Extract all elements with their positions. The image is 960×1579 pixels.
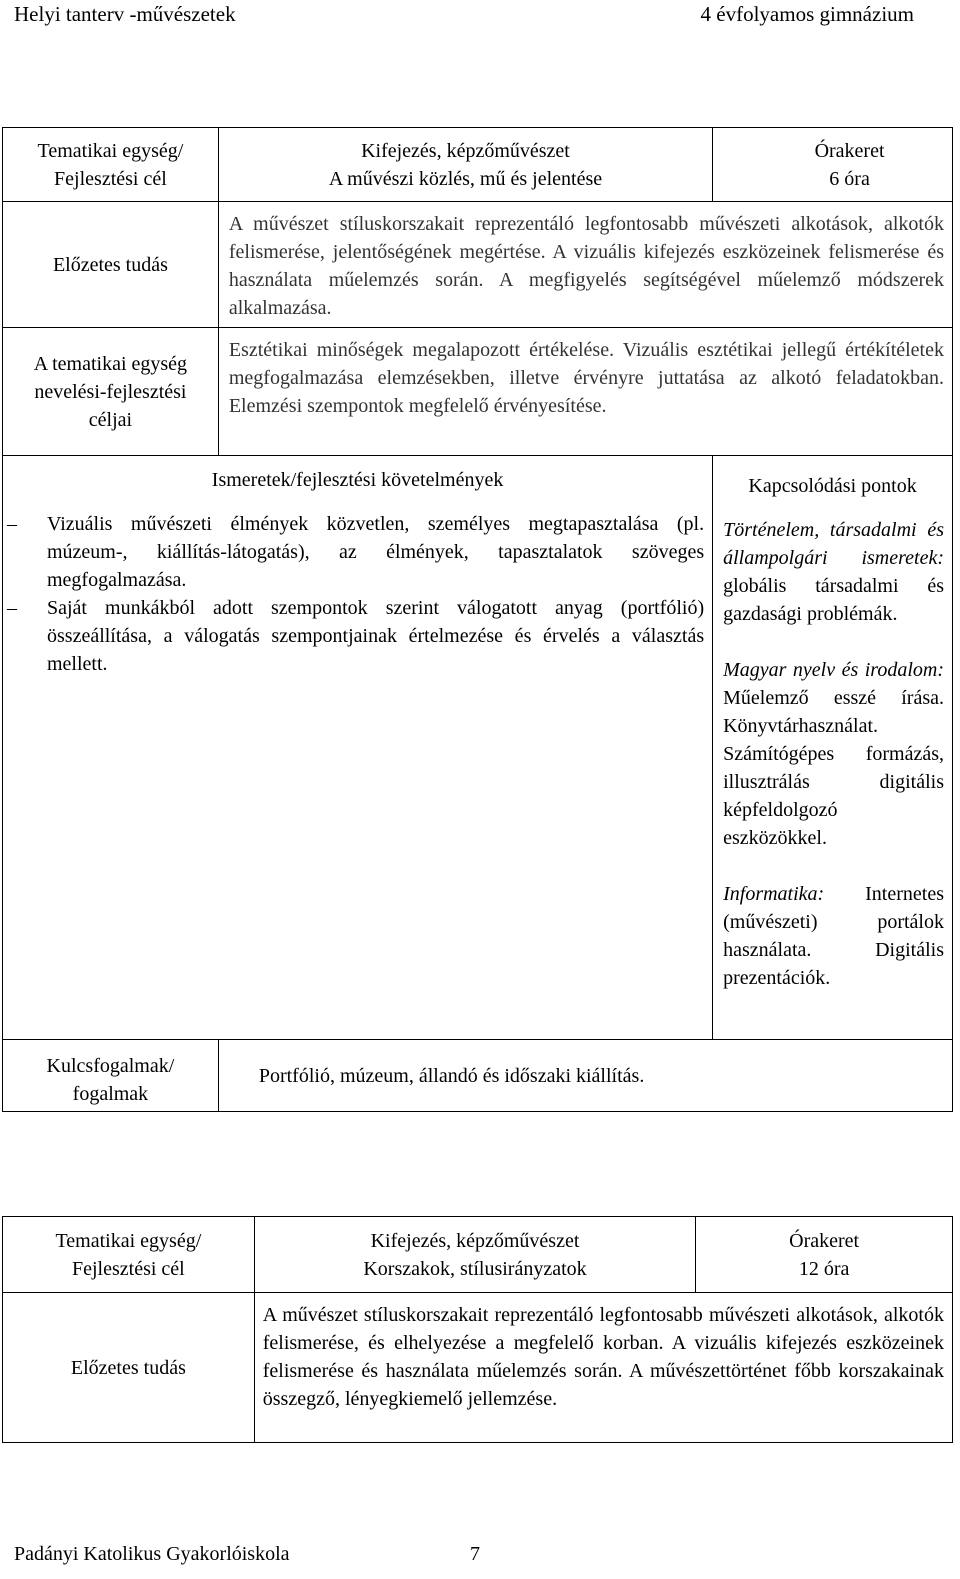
unit-title-cell bbox=[254, 1217, 696, 1293]
goals-label-cell bbox=[3, 328, 219, 456]
goals-label-line2: nevelési-fejlesztési bbox=[34, 380, 187, 403]
footer-school: Padányi Katolikus Gyakorlóiskola bbox=[14, 1543, 290, 1565]
goals-label-line3: céljai bbox=[88, 408, 133, 431]
key-concepts-text: Portfólió, múzeum, állandó és időszaki kiállítás. bbox=[218, 1040, 952, 1112]
requirements-header: Ismeretek/fejlesztési követelmények bbox=[3, 456, 713, 504]
unit-label-cell bbox=[3, 128, 219, 202]
unit-label-line1: Tematikai egység/ bbox=[37, 139, 184, 162]
links-header: Kapcsolódási pontok bbox=[713, 456, 953, 504]
unit-title-line1: Kifejezés, képzőművészet bbox=[370, 1229, 580, 1252]
dash-bullet-icon: – bbox=[7, 596, 17, 619]
prior-knowledge-text: A művészet stíluskorszakait reprezentáló legfontosabb művészeti alkotások, alkotók felismerése, jelentőségének megértése. A vizuális kifejezés eszközeinek felismerése és használata műelemzés során. A megfigyelés segítségével műelemző módszerek alkalmazása. bbox=[218, 202, 952, 328]
unit-title-line2: Korszakok, stílusirányzatok bbox=[363, 1257, 587, 1280]
hours-cell bbox=[713, 128, 953, 202]
link-text: Internetes (művészeti) portálok használata. Digitális prezentációk. bbox=[723, 882, 944, 989]
prior-knowledge-text: A művészet stíluskorszakait reprezentáló legfontosabb művészeti alkotások, alkotók felismerése, és elhelyezése a megfelelő korban. A vizuális kifejezés eszközeinek felismerése és használata műelemzés során. A művészettörténet főbb korszakainak összegző, lényegkiemelő jellemzése. bbox=[254, 1293, 952, 1443]
link-subject: Történelem, társadalmi és állampolgári ismeretek: bbox=[723, 518, 944, 569]
link-literature bbox=[723, 656, 944, 852]
hours-value: 6 óra bbox=[829, 167, 870, 190]
unit-title-cell bbox=[218, 128, 712, 202]
key-concepts-label-cell bbox=[3, 1040, 219, 1112]
link-text: globális társadalmi és gazdasági problémák. bbox=[723, 574, 944, 625]
unit-table-1 bbox=[2, 127, 953, 1112]
link-informatics bbox=[723, 880, 944, 992]
link-subject: Informatika: bbox=[723, 882, 825, 905]
dash-bullet-icon: – bbox=[7, 512, 17, 535]
key-concepts-label-line2: fogalmak bbox=[72, 1082, 149, 1105]
link-subject: Magyar nyelv és irodalom: bbox=[723, 658, 944, 681]
prior-knowledge-label: Előzetes tudás bbox=[3, 202, 219, 328]
requirement-item: – Saját munkákból adott szempontok szerint válogatott anyag (portfólió) összeállítása, a válogatás szempontjainak értelmezése és érvelés a választás mellett. bbox=[3, 594, 704, 678]
hours-label: Órakeret bbox=[814, 139, 885, 162]
running-header-right: 4 évfolyamos gimnázium bbox=[700, 2, 914, 26]
requirement-item: – Vizuális művészeti élmények közvetlen, személyes megtapasztalása (pl. múzeum-, kiállítás-látogatás), az élmények, tapasztalatok szöveges megfogalmazása. bbox=[3, 510, 704, 594]
unit-table-2 bbox=[2, 1216, 953, 1443]
unit-label-line2: Fejlesztési cél bbox=[72, 1257, 185, 1280]
hours-label: Órakeret bbox=[789, 1229, 860, 1252]
key-concepts-label-line1: Kulcsfogalmak/ bbox=[46, 1054, 175, 1077]
goals-text: Esztétikai minőségek megalapozott értékelése. Vizuális esztétikai jellegű értékítéletek megfogalmazása elemzésekben, illetve érvényre juttatása az alkotó feladatokban. Elemzési szempontok megfelelő érvényesítése. bbox=[218, 328, 952, 456]
unit-label-cell bbox=[3, 1217, 255, 1293]
hours-value: 12 óra bbox=[798, 1257, 850, 1280]
footer-page-number: 7 bbox=[470, 1543, 480, 1565]
unit-title-line2: A művészi közlés, mű és jelentése bbox=[328, 167, 603, 190]
links-cell bbox=[713, 504, 953, 1040]
unit-label-line2: Fejlesztési cél bbox=[54, 167, 167, 190]
running-header-left: Helyi tanterv -művészetek bbox=[14, 2, 236, 26]
unit-title-line1: Kifejezés, képzőművészet bbox=[361, 139, 570, 162]
link-history bbox=[723, 516, 944, 628]
requirements-cell bbox=[3, 504, 713, 1040]
link-text: Műelemző esszé írása. Könyvtárhasználat. Számítógépes formázás, illusztrálás digitális képfeldolgozó eszközökkel. bbox=[723, 686, 944, 849]
hours-cell bbox=[696, 1217, 953, 1293]
unit-label-line1: Tematikai egység/ bbox=[55, 1229, 202, 1252]
prior-knowledge-label: Előzetes tudás bbox=[3, 1293, 255, 1443]
goals-label-line1: A tematikai egység bbox=[33, 352, 188, 375]
